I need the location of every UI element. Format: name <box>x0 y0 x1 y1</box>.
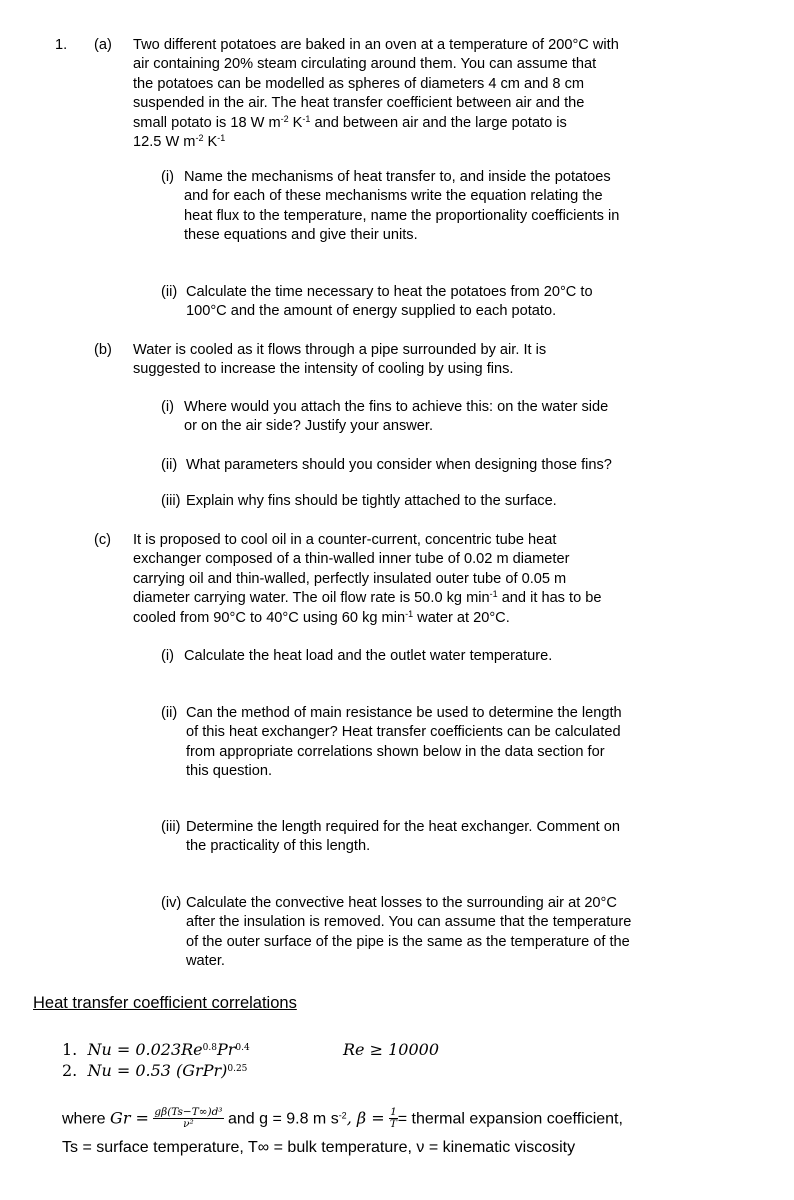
part-b-ii-label: (ii) <box>161 457 178 473</box>
part-b-label: (b) <box>94 342 112 358</box>
part-a-ii-label: (ii) <box>161 284 178 300</box>
part-a-i-text <box>184 168 619 246</box>
part-b-i-label: (i) <box>161 399 174 415</box>
part-a-text <box>133 36 619 152</box>
text-line: exchanger composed of a thin-walled inner tube of 0.02 m diameter <box>133 551 570 568</box>
part-b-i-text <box>184 398 608 437</box>
text-line: the practicality of this length. <box>186 838 371 855</box>
text-line: or on the air side? Justify your answer. <box>184 418 434 435</box>
text-line: What parameters should you consider when designing those fins? <box>186 457 612 473</box>
text-line: these equations and give their units. <box>184 227 418 244</box>
gr-fraction: $\frac{\text{gβ(Ts−T∞)d³}}{\text{ν²}}$ <box>154 1106 223 1130</box>
text-line: and for each of these mechanisms write the equation relating the <box>184 188 603 205</box>
correlation-2: 2. Nu = 0.53 (GrPr)$^{0.25}$ <box>62 1061 248 1080</box>
text-line: Explain why fins should be tightly attached to the surface. <box>186 493 557 509</box>
text-line: Name the mechanisms of heat transfer to, and inside the potatoes <box>184 169 611 185</box>
variable-definitions: Ts = surface temperature, T∞ = bulk temperature, ν = kinematic viscosity <box>62 1139 576 1156</box>
text-line: 12.5 W $m^{-2}$ $K^{-1}$ <box>133 133 226 151</box>
text-line: 100°C and the amount of energy supplied to each potato. <box>186 303 557 320</box>
part-c-text <box>133 531 602 628</box>
text-line: Determine the length required for the heat exchanger. Comment on <box>186 819 621 835</box>
text-line: water. <box>186 953 225 970</box>
text-line: Two different potatoes are baked in an oven at a temperature of 200°C with <box>133 37 619 53</box>
part-c-iv-text <box>186 894 631 972</box>
part-b-ii-text <box>186 456 612 475</box>
text-line: Can the method of main resistance be used to determine the length <box>186 705 622 721</box>
part-c-iii-label: (iii) <box>161 819 181 835</box>
part-b-text <box>133 341 546 380</box>
correlations-heading: Heat transfer coefficient correlations <box>33 994 297 1012</box>
text-line: air containing 20% steam circulating around them. You can assume that <box>133 56 597 73</box>
part-c-iii-text <box>186 818 620 857</box>
text-line: cooled from 90°C to 40°C using 60 kg $\min^{-1}$ water at 20°C. <box>133 608 510 626</box>
text-line: heat flux to the temperature, name the proportionality coefficients in <box>184 207 620 224</box>
text-line: Where would you attach the fins to achieve this: on the water side <box>184 399 609 415</box>
correlation-1: 1. $Nu = 0.023Re^{0.8}Pr^{0.4}$ <box>62 1040 250 1059</box>
text-line: carrying oil and thin-walled, perfectly insulated outer tube of 0.05 m <box>133 570 567 587</box>
text-line: from appropriate correlations shown below in the data section for <box>186 743 605 760</box>
text-line: of the outer surface of the pipe is the same as the temperature of the <box>186 933 630 950</box>
part-c-ii-text <box>186 704 622 782</box>
text-line: after the insulation is removed. You can assume that the temperature <box>186 914 632 931</box>
part-c-i-label: (i) <box>161 648 174 664</box>
text-line: Water is cooled as it flows through a pipe surrounded by air. It is <box>133 342 547 358</box>
text-line: the potatoes can be modelled as spheres of diameters 4 cm and 8 cm <box>133 75 585 92</box>
text-line: Calculate the time necessary to heat the potatoes from 20°C to <box>186 284 593 300</box>
correlation-1-condition: Re ≥ 10000 <box>343 1040 439 1059</box>
part-c-label: (c) <box>94 532 112 548</box>
beta-fraction: $\frac{1}{T}$ <box>389 1106 397 1130</box>
text-line: Calculate the convective heat losses to the surrounding air at 20°C <box>186 895 617 911</box>
part-c-iv-label: (iv) <box>161 895 182 911</box>
text-line: of this heat exchanger? Heat transfer coefficients can be calculated <box>186 724 621 741</box>
part-a-label: (a) <box>94 37 112 53</box>
text-line: suspended in the air. The heat transfer coefficient between air and the <box>133 95 585 112</box>
part-c-i-text <box>184 647 552 666</box>
part-b-iii-text <box>186 492 557 511</box>
text-line: small potato is 18 W $m^{-2}$ $K^{-1}$ and between air and the large potato is <box>133 113 567 131</box>
text-line: this question. <box>186 763 272 780</box>
part-a-ii-text <box>186 283 593 322</box>
part-b-iii-label: (iii) <box>161 493 181 509</box>
text-line: Calculate the heat load and the outlet water temperature. <box>184 648 553 664</box>
text-line: suggested to increase the intensity of cooling by using fins. <box>133 361 514 378</box>
question-number: 1. <box>55 37 68 53</box>
text-line: It is proposed to cool oil in a counter-current, concentric tube heat <box>133 532 557 548</box>
gr-definition-line: where Gr = $\frac{\text{gβ(Ts−T∞)d³}}{\text{ν²}}$ and g = 9.8 m $s^{-2}$, β = $\frac{1}{T}$ = thermal expansion coefficient, <box>62 1106 623 1130</box>
part-a-i-label: (i) <box>161 169 174 185</box>
text-line: diameter carrying water. The oil flow rate is 50.0 kg $\min^{-1}$ and it has to be <box>133 589 602 607</box>
part-c-ii-label: (ii) <box>161 705 178 721</box>
